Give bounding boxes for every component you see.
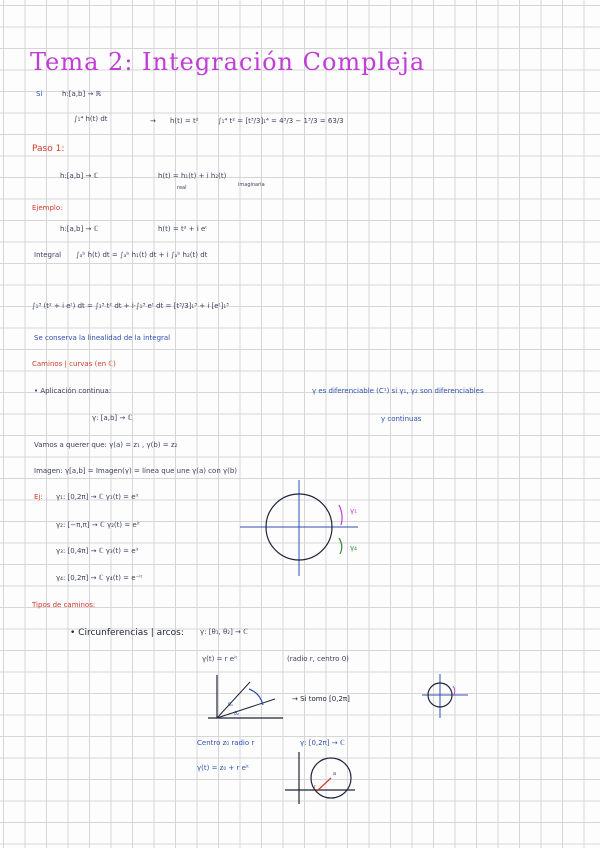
caminos-diff: γ es diferenciable (C¹) si γ₁, γ₂ son diferenciables	[312, 387, 484, 395]
ejemplo-computation: ∫₁³ (t² + i eᵗ) dt = ∫₁³ t² dt + i·∫₁³ eᵗ dt = [t³/3]₁³ + i [eᵗ]₁³	[32, 302, 229, 310]
full-circle-arrow	[453, 686, 455, 695]
arc-theta1-label: θ₁	[228, 702, 234, 708]
tipos-si-tomo: → Si tomo [0,2π]	[292, 695, 350, 703]
intro-ht: h(t) = t²	[170, 117, 199, 125]
caminos-vamos: Vamos a querer que: γ(a) = z₁ , γ(b) = z₂	[34, 441, 178, 449]
paso1-map: h:[a,b] → ℂ	[60, 172, 99, 180]
caminos-example: γ₁: [0,2π] → ℂ γ₁(t) = eⁱᵗ	[56, 493, 139, 501]
caminos-ej-label: Ej:	[34, 493, 43, 501]
intro-calc: ∫₁⁴ t² = [t³/3]₁⁴ = 4³/3 − 1³/3 = 63/3	[218, 117, 344, 125]
unit-circle-figure	[240, 480, 370, 580]
tipos-center-param: γ(t) = z₀ + r eⁱᵗ	[197, 764, 250, 772]
tipos-note: (radio r, centro 0)	[287, 655, 349, 663]
shifted-r-label: r	[314, 784, 317, 790]
ejemplo-note: Se conserva la linealidad de la integral	[34, 334, 171, 342]
paso1-real-label: real	[177, 185, 187, 191]
caminos-heading: Caminos | curvas (en ℂ)	[32, 360, 116, 368]
intro-si: Si	[36, 90, 43, 98]
page-title: Tema 2: Integración Compleja	[30, 48, 426, 76]
caminos-example: γ₂: [−π,π] → ℂ γ₂(t) = eⁱᵗ	[56, 521, 141, 529]
fig-gamma4-label: γ₄	[350, 544, 357, 552]
arc-theta2-label: θ₂	[234, 711, 240, 717]
gamma4-arrow	[339, 538, 342, 554]
caminos-bullet: • Aplicación continua:	[34, 387, 112, 395]
intro-integral: ∫₁⁴ h(t) dt	[74, 115, 108, 123]
paso1-imag-label: imaginaria	[238, 182, 265, 188]
ejemplo-func: h(t) = t² + i eᵗ	[158, 225, 208, 233]
shifted-circle-figure	[285, 752, 357, 806]
tipos-param: γ(t) = r eⁱᵗ	[202, 655, 238, 663]
ejemplo-map: h:[a,b] → ℂ	[60, 225, 99, 233]
intro-map: h:[a,b] → ℝ	[62, 90, 102, 98]
fig-gamma1-label: γ₁	[350, 507, 357, 515]
shifted-circle-radius	[317, 778, 331, 791]
intro-arrow: →	[150, 117, 156, 125]
ejemplo-heading: Ejemplo:	[32, 204, 63, 212]
tipos-heading: Tipos de caminos:	[32, 601, 96, 609]
arc-figure	[205, 675, 285, 723]
caminos-def: γ: [a,b] → ℂ	[92, 414, 133, 422]
shifted-a-label: a	[333, 771, 337, 777]
caminos-example: γ₃: [0,4π] → ℂ γ₃(t) = eⁱᵗ	[56, 547, 139, 555]
tipos-bullet: • Circunferencias | arcos:	[70, 628, 184, 638]
caminos-example: γ₄: [0,2π] → ℂ γ₄(t) = e⁻ⁱᵗ	[56, 574, 143, 582]
ejemplo-integral-label: Integral	[34, 251, 62, 259]
full-circle-figure	[420, 672, 470, 720]
tipos-center-map: γ: [0,2π] → ℂ	[300, 739, 345, 747]
tipos-center-text: Centro z₀ radio r	[197, 739, 255, 747]
caminos-imagen: Imagen: γ[a,b] = Imagen(γ) = línea que une γ(a) con γ(b)	[34, 467, 238, 475]
caminos-cont: y continuas	[381, 415, 422, 423]
tipos-map: γ: [θ₁, θ₂] → ℂ	[200, 628, 249, 636]
paso1-decomp: h(t) = h₁(t) + i h₂(t)	[158, 172, 227, 180]
gamma1-arrow	[339, 505, 342, 525]
arc-fig-arc	[249, 689, 263, 705]
paso1-heading: Paso 1:	[32, 144, 65, 154]
ejemplo-integral: ∫ₐᵇ h(t) dt = ∫ₐᵇ h₁(t) dt + i ∫ₐᵇ h₂(t) dt	[76, 251, 208, 259]
